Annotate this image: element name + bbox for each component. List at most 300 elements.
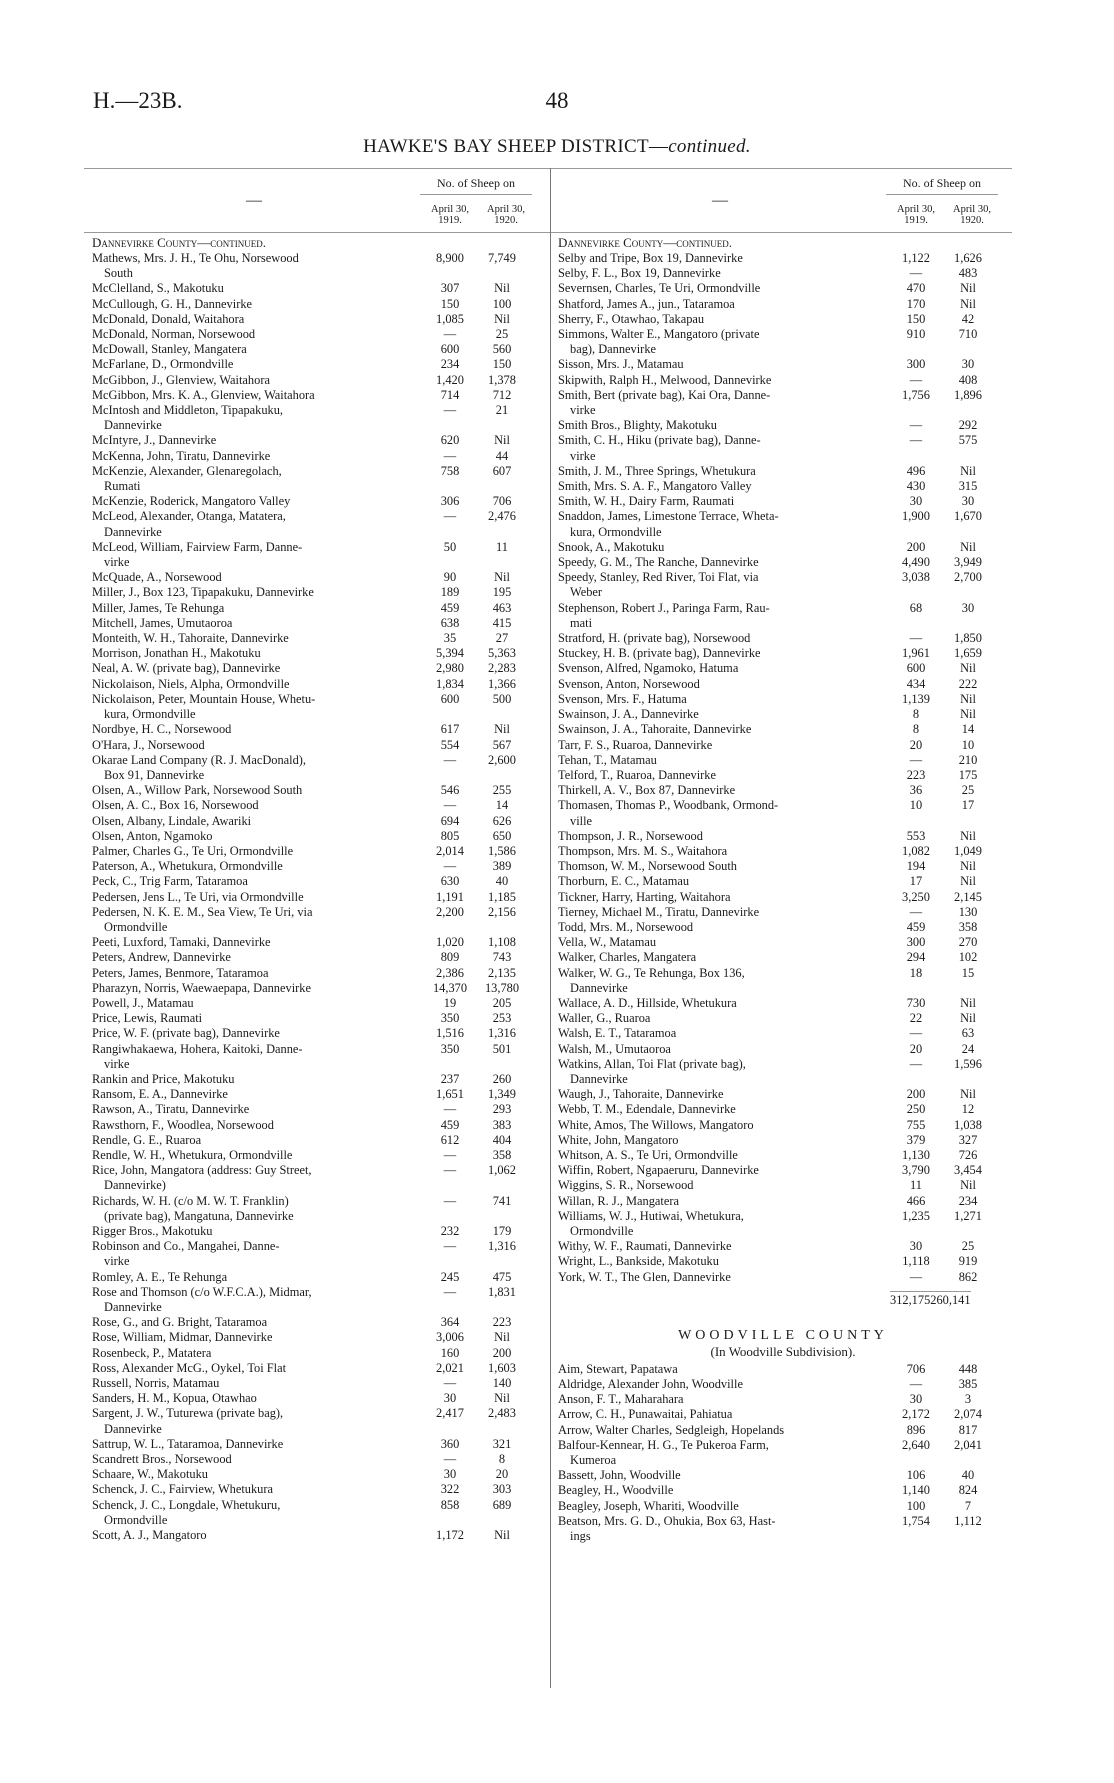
sheep-1919: — — [909, 1269, 923, 1284]
sheep-1919: 600 — [440, 342, 460, 357]
sheep-1919: — — [909, 904, 923, 919]
table-row — [558, 707, 1008, 722]
owner-name: Sattrup, W. L., Tataramoa, Dannevirke — [92, 1436, 284, 1451]
sheep-1919: — — [443, 1452, 457, 1467]
owner-name: Paterson, A., Whetukura, Ormondville — [92, 859, 283, 874]
table-row — [558, 1072, 1008, 1087]
owner-name: Rawson, A., Tiratu, Dannevirke — [92, 1102, 250, 1117]
owner-name: McDonald, Donald, Waitahora — [92, 311, 245, 326]
owner-name: Anson, F. T., Maharahara — [558, 1392, 684, 1407]
sheep-1920: 25 — [961, 783, 975, 798]
table-row — [92, 1072, 542, 1087]
sheep-1920: 1,659 — [954, 646, 982, 661]
table-row — [92, 509, 542, 524]
right-column — [558, 170, 1008, 1544]
sheep-1920: 1,596 — [954, 1056, 982, 1071]
sheep-1920: 2,483 — [488, 1406, 516, 1421]
column-header — [558, 170, 1008, 235]
sheep-1919: 466 — [906, 1193, 926, 1208]
owner-name: Price, Lewis, Raumati — [92, 1011, 203, 1026]
sheep-1919: 1,420 — [436, 372, 464, 387]
owner-name: Smith, C. H., Hiku (private bag), Danne- — [558, 433, 761, 448]
table-row — [558, 874, 1008, 889]
owner-name: Rumati — [104, 479, 141, 494]
sheep-1919 — [424, 525, 476, 540]
sheep-1920 — [476, 479, 528, 494]
left-column — [92, 170, 542, 1543]
owner-name: McIntyre, J., Dannevirke — [92, 433, 217, 448]
sheep-1920: 3,454 — [954, 1163, 982, 1178]
sheep-1920: 40 — [961, 1468, 975, 1483]
sheep-1919: 805 — [440, 828, 460, 843]
sheep-group-header: No. of Sheep on — [903, 176, 981, 190]
table-row — [92, 753, 542, 768]
table-row — [92, 1163, 542, 1178]
sheep-1920 — [942, 1224, 994, 1239]
table-row — [558, 1163, 1008, 1178]
sheep-1919: 300 — [906, 357, 926, 372]
sheep-1920: 358 — [492, 1147, 512, 1162]
table-row — [92, 342, 542, 357]
title-main: HAWKE'S BAY SHEEP DISTRICT— — [363, 136, 669, 157]
sheep-1919: 1,754 — [902, 1513, 930, 1528]
sheep-1920 — [942, 981, 994, 996]
sheep-1919 — [424, 707, 476, 722]
total-1920: 260,141 — [930, 1292, 971, 1307]
name-header: — — [712, 192, 728, 209]
sheep-1919: 30 — [909, 1239, 923, 1254]
sheep-1919: 910 — [906, 327, 926, 342]
sheep-1919: 350 — [440, 1041, 460, 1056]
owner-name: Aldridge, Alexander John, Woodville — [558, 1377, 743, 1392]
sheep-1919: 1,130 — [902, 1147, 930, 1162]
table-row — [92, 798, 542, 813]
sheep-1920: 25 — [495, 327, 509, 342]
sheep-1920: Nil — [960, 691, 976, 706]
table-row — [558, 1407, 1008, 1422]
year-1919-header: April 30, 1919. — [431, 204, 469, 226]
sheep-1920: Nil — [960, 874, 976, 889]
sheep-1919: 30 — [909, 1392, 923, 1407]
owner-name: Selby and Tripe, Box 19, Dannevirke — [558, 251, 743, 265]
sheep-1920: 1,349 — [488, 1087, 516, 1102]
sheep-1919: 189 — [440, 585, 460, 600]
sheep-1919: 8 — [912, 707, 920, 722]
table-row — [558, 297, 1008, 312]
owner-name: Robinson and Co., Mangahei, Danne- — [92, 1239, 280, 1254]
sheep-1919: 237 — [440, 1071, 460, 1086]
sheep-1919: 3,038 — [902, 570, 930, 585]
sheep-1920: 303 — [492, 1482, 512, 1497]
table-row — [558, 890, 1008, 905]
sheep-1919 — [890, 1529, 942, 1544]
sheep-1919: 307 — [440, 281, 460, 296]
sheep-1919 — [424, 1513, 476, 1528]
sheep-1920: 150 — [492, 357, 512, 372]
sheep-1920: 1,049 — [954, 843, 982, 858]
sheep-1919: 2,386 — [436, 965, 464, 980]
table-row — [558, 1102, 1008, 1117]
sheep-1919: — — [443, 448, 457, 463]
sheep-1919: — — [443, 327, 457, 342]
sheep-1919: 8 — [912, 722, 920, 737]
year-1919-header: April 30, 1919. — [897, 204, 935, 226]
sheep-1919: 18 — [909, 965, 923, 980]
table-row — [92, 935, 542, 950]
table-row — [92, 540, 542, 555]
table-row — [558, 1239, 1008, 1254]
sheep-1919: 459 — [440, 600, 460, 615]
sheep-1920: 14 — [495, 798, 509, 813]
sheep-1919: — — [443, 859, 457, 874]
table-row — [92, 707, 542, 722]
sheep-1920 — [942, 585, 994, 600]
sheep-1919 — [424, 555, 476, 570]
sheep-1920: 30 — [961, 494, 975, 509]
table-row — [92, 585, 542, 600]
sheep-1920: 130 — [958, 904, 978, 919]
sheep-1919: 896 — [906, 1422, 926, 1437]
sheep-1920 — [942, 403, 994, 418]
sheep-1920: 3,949 — [954, 555, 982, 570]
sheep-1920: 10 — [961, 737, 975, 752]
sheep-1919: 2,014 — [436, 843, 464, 858]
sheep-1919: 22 — [909, 1011, 923, 1026]
table-row — [558, 1254, 1008, 1269]
sheep-1919: 730 — [906, 995, 926, 1010]
owner-name: Arrow, C. H., Punawaitai, Pahiatua — [558, 1407, 733, 1422]
sheep-1919: 322 — [440, 1482, 460, 1497]
owner-name: Palmer, Charles G., Te Uri, Ormondville — [92, 843, 294, 858]
sheep-1919: 90 — [443, 570, 457, 585]
table-row — [558, 494, 1008, 509]
sheep-1919: 434 — [906, 676, 926, 691]
sheep-1919: 106 — [906, 1468, 926, 1483]
sheep-1920: 27 — [495, 631, 509, 646]
owner-name: Simmons, Walter E., Mangatoro (private — [558, 327, 760, 342]
sheep-1919: 194 — [906, 859, 926, 874]
owner-name: Thorburn, E. C., Matamau — [558, 874, 690, 889]
table-row — [558, 388, 1008, 403]
owner-name: McClelland, S., Makotuku — [92, 281, 224, 296]
owner-name: virke — [104, 1254, 130, 1269]
sheep-1919: 36 — [909, 783, 923, 798]
owner-name: Ormondville — [104, 919, 168, 934]
sheep-1919: 200 — [906, 1087, 926, 1102]
table-row — [92, 1361, 542, 1376]
table-row — [558, 479, 1008, 494]
sheep-1920: 293 — [492, 1102, 512, 1117]
owner-name: Beagley, Joseph, Whariti, Woodville — [558, 1498, 739, 1513]
sheep-1919: 694 — [440, 813, 460, 828]
table-row — [92, 768, 542, 783]
owner-name: Mathews, Mrs. J. H., Te Ohu, Norsewood — [92, 251, 299, 265]
sheep-1919 — [424, 266, 476, 281]
sheep-1920: Nil — [494, 722, 510, 737]
table-row — [558, 251, 1008, 266]
sheep-1920: Nil — [960, 1011, 976, 1026]
sheep-1920: 7 — [964, 1498, 972, 1513]
table-row — [92, 1026, 542, 1041]
sheep-1919: 364 — [440, 1315, 460, 1330]
sheep-1919: — — [443, 1284, 457, 1299]
owner-name: Rose, G., and G. Bright, Tataramoa — [92, 1315, 268, 1330]
sheep-1920: 195 — [492, 585, 512, 600]
table-row — [558, 1514, 1008, 1529]
table-row — [558, 373, 1008, 388]
owner-name: Peeti, Luxford, Tamaki, Dannevirke — [92, 935, 271, 950]
sheep-1919 — [890, 981, 942, 996]
owner-name: Mitchell, James, Umutaoroa — [92, 615, 233, 630]
sheep-1919: 2,417 — [436, 1406, 464, 1421]
sheep-1919: 706 — [906, 1361, 926, 1376]
owner-name: Bassett, John, Woodville — [558, 1468, 681, 1483]
table-row — [92, 449, 542, 464]
sheep-1920: 234 — [958, 1193, 978, 1208]
sheep-1920 — [942, 1453, 994, 1468]
sheep-1920: 1,670 — [954, 509, 982, 524]
total-1919: 312,175 — [890, 1292, 931, 1307]
sheep-1919: — — [909, 1056, 923, 1071]
sheep-1920: 24 — [961, 1041, 975, 1056]
title-continued: continued. — [668, 136, 751, 157]
table-row — [92, 1315, 542, 1330]
owner-name: Powell, J., Matamau — [92, 995, 194, 1010]
sheep-1920: 15 — [961, 965, 975, 980]
sheep-1920: 712 — [492, 387, 512, 402]
sheep-1919: — — [443, 1163, 457, 1178]
sheep-1920: 7,749 — [488, 251, 516, 265]
sheep-1919: 430 — [906, 479, 926, 494]
year-1920-header: April 30, 1920. — [487, 204, 525, 226]
sheep-1919: — — [443, 1193, 457, 1208]
table-row — [92, 266, 542, 281]
owner-name: (private bag), Mangatuna, Dannevirke — [104, 1208, 294, 1223]
sheep-1920: 607 — [492, 463, 512, 478]
sheep-1920 — [476, 920, 528, 935]
table-row — [558, 464, 1008, 479]
owner-name: Wiffin, Robert, Ngapaeruru, Dannevirke — [558, 1163, 759, 1178]
sheep-1920: 102 — [958, 950, 978, 965]
sheep-1919 — [424, 1057, 476, 1072]
owner-name: O'Hara, J., Norsewood — [92, 737, 205, 752]
owner-name: Watkins, Allan, Toi Flat (private bag), — [558, 1056, 746, 1071]
table-row — [92, 433, 542, 448]
owner-name: McKenna, John, Tiratu, Dannevirke — [92, 448, 271, 463]
owner-name: Neal, A. W. (private bag), Dannevirke — [92, 661, 281, 676]
owner-name: Dannevirke) — [104, 1178, 166, 1193]
table-row — [558, 1270, 1008, 1285]
table-row — [558, 1529, 1008, 1544]
sheep-1919: 1,516 — [436, 1026, 464, 1041]
owner-name: Stuckey, H. B. (private bag), Dannevirke — [558, 646, 761, 661]
sheep-1920: Nil — [960, 281, 976, 296]
owner-name: Tickner, Harry, Harting, Waitahora — [558, 889, 731, 904]
sheep-1919: 1,756 — [902, 387, 930, 402]
owner-name: Smith, Bert (private bag), Kai Ora, Danne- — [558, 387, 771, 402]
sheep-1920 — [476, 418, 528, 433]
sheep-1920: 2,156 — [488, 904, 516, 919]
sheep-1920: 260 — [492, 1071, 512, 1086]
owner-name: Olsen, A., Willow Park, Norsewood South — [92, 783, 303, 798]
sheep-1919 — [890, 616, 942, 631]
sheep-1920: 292 — [958, 418, 978, 433]
sheep-1920: 11 — [496, 539, 508, 554]
owner-name: McGibbon, J., Glenview, Waitahora — [92, 372, 270, 387]
owner-name: Svenson, Mrs. F., Hatuma — [558, 691, 687, 706]
sheep-1919: 379 — [906, 1132, 926, 1147]
table-row — [558, 403, 1008, 418]
sheep-1919: 3,790 — [902, 1163, 930, 1178]
table-row — [92, 373, 542, 388]
sheep-1920: 21 — [495, 403, 509, 418]
table-row — [558, 1087, 1008, 1102]
sheep-1920: 500 — [492, 691, 512, 706]
sheep-1919: 250 — [906, 1102, 926, 1117]
owner-name: Rawsthorn, F., Woodlea, Norsewood — [92, 1117, 274, 1132]
table-row — [92, 966, 542, 981]
sheep-1919: 1,122 — [902, 251, 930, 265]
sheep-1919: 1,191 — [436, 889, 464, 904]
sheep-1920: 2,283 — [488, 661, 516, 676]
sheep-1919: 1,140 — [902, 1483, 930, 1498]
sheep-1919 — [890, 525, 942, 540]
table-row — [558, 1423, 1008, 1438]
owner-name: kura, Ormondville — [104, 707, 196, 722]
sheep-1919: 638 — [440, 615, 460, 630]
sheep-1919: 1,900 — [902, 509, 930, 524]
sheep-1920 — [476, 1300, 528, 1315]
sheep-1919 — [424, 1209, 476, 1224]
sheep-1920: 42 — [961, 311, 975, 326]
owner-name: Dannevirke — [104, 1421, 162, 1436]
sheep-1919: 170 — [906, 296, 926, 311]
sheep-1920: 44 — [495, 448, 509, 463]
sheep-1919: 8,900 — [436, 251, 464, 265]
owner-name: Rankin and Price, Makotuku — [92, 1071, 235, 1086]
owner-name: bag), Dannevirke — [570, 342, 657, 357]
table-row — [92, 1057, 542, 1072]
table-row — [92, 1528, 542, 1543]
sheep-1919: 5,394 — [436, 646, 464, 661]
sheep-1920 — [942, 449, 994, 464]
sheep-1919: 306 — [440, 494, 460, 509]
sheep-1919: 546 — [440, 783, 460, 798]
sheep-1919: 30 — [443, 1467, 457, 1482]
sheep-1920 — [476, 1513, 528, 1528]
sheep-1919: 19 — [443, 995, 457, 1010]
sheep-1919: 11 — [910, 1178, 922, 1193]
table-row — [558, 540, 1008, 555]
sheep-1920: 483 — [958, 266, 978, 281]
sheep-1920 — [476, 1254, 528, 1269]
sheep-1919: 459 — [906, 919, 926, 934]
sheep-1920: 404 — [492, 1132, 512, 1147]
sheep-1919: — — [443, 1102, 457, 1117]
owner-name: Wiggins, S. R., Norsewood — [558, 1178, 694, 1193]
owner-name: McQuade, A., Norsewood — [92, 570, 222, 585]
table-row — [92, 1482, 542, 1497]
sheep-1920: Nil — [494, 1330, 510, 1345]
owner-name: Ormondville — [570, 1224, 634, 1238]
table-row — [558, 1438, 1008, 1453]
sheep-1920: 40 — [495, 874, 509, 889]
sheep-1920: 385 — [958, 1377, 978, 1392]
owner-name: Smith, J. M., Three Springs, Whetukura — [558, 463, 756, 478]
owner-name: Miller, J., Box 123, Tipapakuku, Dannevirke — [92, 585, 314, 600]
table-row — [92, 403, 542, 418]
table-row — [92, 920, 542, 935]
owner-name: Morrison, Jonathan H., Makotuku — [92, 646, 261, 661]
sheep-1920: 179 — [492, 1224, 512, 1238]
sheep-1920: 14 — [961, 722, 975, 737]
sheep-1920: 501 — [492, 1041, 512, 1056]
owner-name: South — [104, 266, 133, 281]
sheep-1919: 20 — [909, 737, 923, 752]
sheep-1920: 824 — [958, 1483, 978, 1498]
owner-name: Sargent, J. W., Tuturewa (private bag), — [92, 1406, 284, 1421]
owner-name: Weber — [570, 585, 603, 600]
sheep-1920: 1,038 — [954, 1117, 982, 1132]
sheep-1920: 741 — [492, 1193, 512, 1208]
sheep-1920: 626 — [492, 813, 512, 828]
sheep-1920: 575 — [958, 433, 978, 448]
sheep-1919: — — [909, 1377, 923, 1392]
owner-name: Speedy, Stanley, Red River, Toi Flat, via — [558, 570, 759, 585]
table-row — [558, 1377, 1008, 1392]
sheep-1920: 25 — [961, 1239, 975, 1254]
sheep-1920: 20 — [495, 1467, 509, 1482]
owner-name: Dannevirke — [104, 524, 162, 539]
sheep-1920: 2,700 — [954, 570, 982, 585]
owner-name: Pedersen, Jens L., Te Uri, via Ormondville — [92, 889, 304, 904]
table-row — [92, 1102, 542, 1117]
table-row — [92, 388, 542, 403]
sheep-1920: 463 — [492, 600, 512, 615]
table-row — [92, 1437, 542, 1452]
sheep-1919: 360 — [440, 1436, 460, 1451]
sheep-1919: 160 — [440, 1345, 460, 1360]
sheep-1920: Nil — [494, 433, 510, 448]
sheep-1919: — — [443, 1239, 457, 1254]
table-row — [92, 357, 542, 372]
table-row — [92, 525, 542, 540]
sheep-1920: 327 — [958, 1132, 978, 1147]
sheep-1920 — [476, 1422, 528, 1437]
column-header — [92, 170, 542, 235]
table-row — [558, 950, 1008, 965]
table-row — [92, 874, 542, 889]
sheep-1920 — [476, 1178, 528, 1193]
table-row — [92, 1330, 542, 1345]
table-row — [92, 859, 542, 874]
sheep-1920 — [942, 814, 994, 829]
table-row — [92, 844, 542, 859]
sheep-1920: Nil — [960, 995, 976, 1010]
table-row — [558, 601, 1008, 616]
table-row — [558, 616, 1008, 631]
sheep-1919: — — [909, 266, 923, 281]
owner-name: Stephenson, Robert J., Paringa Farm, Rau- — [558, 600, 770, 615]
table-row — [92, 251, 542, 266]
owner-name: Withy, W. F., Raumati, Dannevirke — [558, 1239, 732, 1254]
sheep-1920: Nil — [960, 296, 976, 311]
sheep-1920: 2,135 — [488, 965, 516, 980]
owner-name: Thirkell, A. V., Box 87, Dannevirke — [558, 783, 736, 798]
sheep-1920: 415 — [492, 615, 512, 630]
sheep-1920: 3 — [964, 1392, 972, 1407]
table-row — [92, 1285, 542, 1300]
